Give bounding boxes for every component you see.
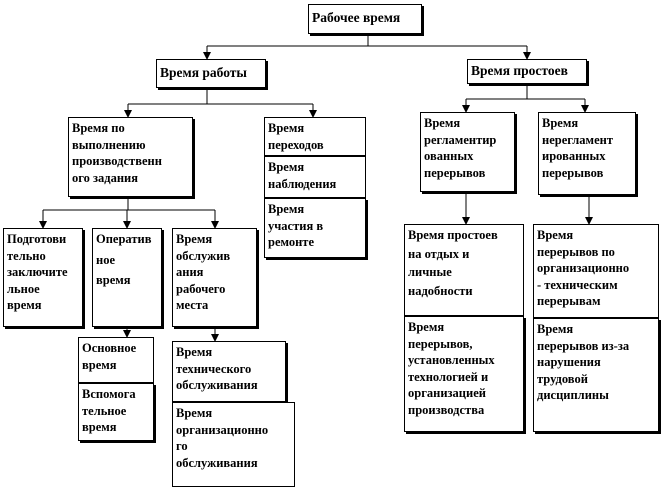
discipline-line-1: Время [537, 322, 574, 336]
org-service-line-3: го [176, 439, 188, 453]
rest-needs-line-4: надобности [408, 283, 473, 298]
org-tech-line-1: Время [537, 228, 574, 242]
prep-final-line-2: тельно [7, 248, 46, 263]
observation-line-1: Время [268, 160, 305, 174]
regulated-line-1: Время [424, 116, 461, 130]
prep-final-line-3: заключите [7, 265, 68, 279]
task-time-line-4: ого задания [72, 170, 139, 185]
tech-service-line-2: технического [176, 361, 252, 376]
operative-line-2: ное [96, 252, 116, 267]
workplace-line-1: Время [176, 232, 213, 246]
workplace-line-5: места [176, 298, 209, 312]
repair-line-1: Время [268, 202, 305, 216]
rest-needs-line-2: на отдых и [408, 246, 470, 261]
repair-box [264, 198, 366, 258]
discipline-line-3: нарушения [537, 355, 601, 369]
workplace-line-3: ания [176, 265, 204, 279]
unregulated-line-3: ированных [542, 149, 606, 163]
operative-line-3: время [96, 273, 131, 287]
tech-org-line-2: перерывов, [408, 336, 473, 351]
org-tech-line-5: перерывам [537, 294, 601, 308]
main-time-box [78, 337, 154, 383]
task-time-box [68, 117, 193, 197]
org-service-line-1: Время [176, 406, 213, 420]
work-time-box [156, 59, 266, 88]
tech-org-line-4: технологией и [408, 369, 489, 384]
idle-time-box [467, 59, 587, 84]
operative-box [92, 228, 162, 327]
workplace-line-4: рабочего [176, 281, 226, 296]
prep-final-box [3, 228, 83, 327]
root-label: Рабочее время [312, 10, 401, 25]
transitions-box [264, 117, 366, 156]
main-time-line-1: Основное [82, 341, 137, 355]
org-service-box [172, 402, 295, 487]
task-time-line-3: производственн [72, 154, 162, 168]
unregulated-line-2: нерегламент [542, 132, 613, 147]
rest-needs-box [404, 224, 524, 316]
task-time-line-1: Время по [72, 121, 125, 135]
workplace-line-2: обслужив [176, 248, 231, 263]
repair-line-3: ремонте [268, 235, 314, 249]
org-tech-line-3: организационно [537, 261, 630, 275]
main-time-line-2: время [82, 357, 117, 372]
idle-time-label: Время простоев [471, 63, 568, 78]
operative-line-1: Оператив [96, 232, 152, 246]
aux-time-box [78, 383, 154, 441]
discipline-breaks-box [533, 318, 659, 432]
aux-time-line-2: тельное [82, 403, 127, 418]
tech-service-line-3: обслуживания [176, 378, 258, 392]
tech-service-box [172, 341, 286, 402]
transitions-line-2: переходов [268, 137, 324, 152]
task-time-line-2: выполнению [72, 137, 146, 152]
org-service-line-2: организационно [176, 422, 269, 437]
observation-line-2: наблюдения [268, 176, 337, 191]
rest-needs-line-3: личные [408, 265, 452, 279]
tech-org-line-5: организацией [408, 386, 486, 400]
regulated-breaks-box [420, 112, 515, 192]
tech-org-line-3: установленных [408, 353, 495, 367]
unregulated-line-1: Время [542, 116, 579, 130]
regulated-line-3: ованных [424, 149, 474, 163]
unregulated-line-4: перерывов [542, 165, 604, 180]
tech-org-line-1: Время [408, 320, 445, 334]
prep-final-line-5: время [7, 298, 42, 312]
work-time-label: Время работы [160, 65, 247, 80]
transitions-line-1: Время [268, 121, 305, 135]
tech-org-breaks-box [404, 316, 524, 432]
discipline-line-5: дисциплины [537, 388, 609, 402]
aux-time-line-1: Вспомога [82, 387, 136, 401]
regulated-line-4: перерывов [424, 165, 486, 180]
workplace-service-box [172, 228, 257, 327]
regulated-line-2: регламентир [424, 132, 497, 147]
discipline-line-2: перерывов из-за [537, 338, 630, 353]
unregulated-breaks-box [538, 112, 636, 195]
prep-final-line-4: льное [7, 281, 40, 296]
tech-service-line-1: Время [176, 345, 213, 359]
org-tech-line-2: перерывов по [537, 244, 615, 259]
observation-box [264, 156, 366, 198]
rest-needs-line-1: Время простоев [408, 228, 498, 242]
org-tech-line-4: - техническим [537, 277, 618, 292]
aux-time-line-3: время [82, 420, 117, 434]
repair-line-2: участия в [268, 218, 324, 233]
discipline-line-4: трудовой [537, 371, 588, 386]
root-box [308, 4, 422, 34]
prep-final-line-1: Подготови [7, 232, 67, 246]
org-service-line-4: обслуживания [176, 455, 258, 470]
org-tech-breaks-box [533, 224, 659, 318]
tech-org-line-6: производства [408, 402, 485, 417]
